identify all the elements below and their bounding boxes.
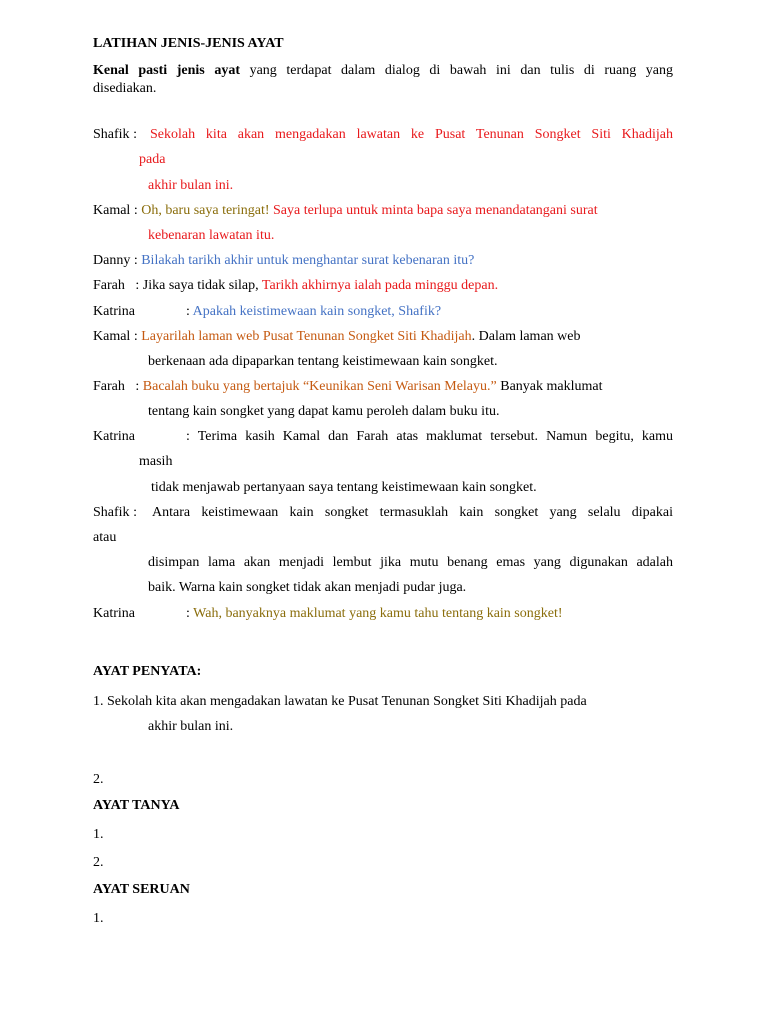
speaker-katrina-1: Katrina (93, 304, 135, 319)
dialogue-line: : Terima kasih Kamal dan Farah atas maklumat tersebut. Namun begitu, kamu (186, 429, 673, 444)
dialogue-black: Jika saya tidak silap, (142, 278, 259, 293)
dialogue-line: pada (139, 152, 166, 167)
answer-item: 1. Sekolah kita akan mengadakan lawatan ke Pusat Tenunan Songket Siti Khadijah pada (93, 694, 587, 709)
speaker-shafik-1: Shafik : (93, 127, 137, 142)
speaker-shafik-2: Shafik : (93, 505, 137, 520)
answer-item: 1. (93, 911, 104, 926)
dialogue-blue: Apakah keistimewaan kain songket, Shafik? (192, 304, 442, 319)
dialogue-olive: Wah, banyaknya maklumat yang kamu tahu tentang kain songket! (193, 606, 563, 621)
dialogue-line: Sekolah kita akan mengadakan lawatan ke Pusat Tenunan Songket Siti Khadijah (150, 127, 673, 142)
speaker-kamal-2: Kamal : Layarilah laman web Pusat Tenunan Songket Siti Khadijah. Dalam laman web (93, 329, 581, 344)
instruction-bold: Kenal pasti jenis ayat (93, 63, 240, 78)
dialogue-black: . Dalam laman web (471, 329, 581, 344)
speaker-katrina-3: Katrina (93, 606, 135, 621)
dialogue-line: : Wah, banyaknya maklumat yang kamu tahu tentang kain songket! (186, 606, 563, 621)
dialogue-line: disimpan lama akan menjadi lembut jika mutu benang emas yang digunakan adalah (148, 555, 673, 570)
dialogue-line: berkenaan ada dipaparkan tentang keistimewaan kain songket. (148, 354, 498, 369)
speaker-danny: Danny : Bilakah tarikh akhir untuk menghantar surat kebenaran itu? (93, 253, 475, 268)
dialogue-black: Banyak maklumat (500, 379, 603, 394)
instruction-line-2: disediakan. (93, 81, 157, 96)
speaker-katrina-2: Katrina (93, 429, 135, 444)
dialogue-line: Antara keistimewaan kain songket termasuklah kain songket yang selalu dipakai (152, 505, 673, 520)
dialogue-line: tentang kain songket yang dapat kamu peroleh dalam buku itu. (148, 404, 500, 419)
dialogue-olive: Oh, baru saya teringat! (141, 203, 270, 218)
dialogue-line: masih (139, 454, 173, 469)
speaker-farah-1: Farah : Jika saya tidak silap, Tarikh akhirnya ialah pada minggu depan. (93, 278, 499, 293)
dialogue-line: akhir bulan ini. (148, 178, 234, 193)
answer-item: 2. (93, 772, 104, 787)
page-title: LATIHAN JENIS-JENIS AYAT (93, 36, 284, 51)
instruction-text: yang terdapat dalam dialog di bawah ini dan tulis di ruang yang (249, 63, 674, 78)
instruction-line-1 (93, 62, 673, 79)
speaker-kamal-1: Kamal : Oh, baru saya teringat! Saya terlupa untuk minta bapa saya menandatangani surat (93, 203, 598, 218)
answer-item: 1. (93, 827, 104, 842)
section-heading-tanya: AYAT TANYA (93, 798, 180, 813)
dialogue-line: baik. Warna kain songket tidak akan menjadi pudar juga. (148, 580, 467, 595)
dialogue-orange: Bacalah buku yang bertajuk “Keunikan Seni Warisan Melayu.” (142, 379, 497, 394)
dialogue-red: Saya terlupa untuk minta bapa saya menandatangani surat (273, 203, 598, 218)
dialogue-blue: Bilakah tarikh akhir untuk menghantar surat kebenaran itu? (141, 253, 475, 268)
dialogue-orange: Layarilah laman web Pusat Tenunan Songket Siti Khadijah (141, 329, 472, 344)
answer-item: 2. (93, 855, 104, 870)
section-heading-seruan: AYAT SERUAN (93, 882, 190, 897)
dialogue-line: atau (93, 530, 117, 545)
dialogue-line: tidak menjawab pertanyaan saya tentang keistimewaan kain songket. (151, 480, 537, 495)
dialogue-line: kebenaran lawatan itu. (148, 228, 275, 243)
section-heading-penyata: AYAT PENYATA: (93, 664, 202, 679)
dialogue-line: : Apakah keistimewaan kain songket, Shafik? (186, 304, 442, 319)
speaker-farah-2: Farah : Bacalah buku yang bertajuk “Keunikan Seni Warisan Melayu.” Banyak maklumat (93, 379, 603, 394)
answer-item-cont: akhir bulan ini. (148, 719, 234, 734)
dialogue-red: Tarikh akhirnya ialah pada minggu depan. (261, 278, 499, 293)
